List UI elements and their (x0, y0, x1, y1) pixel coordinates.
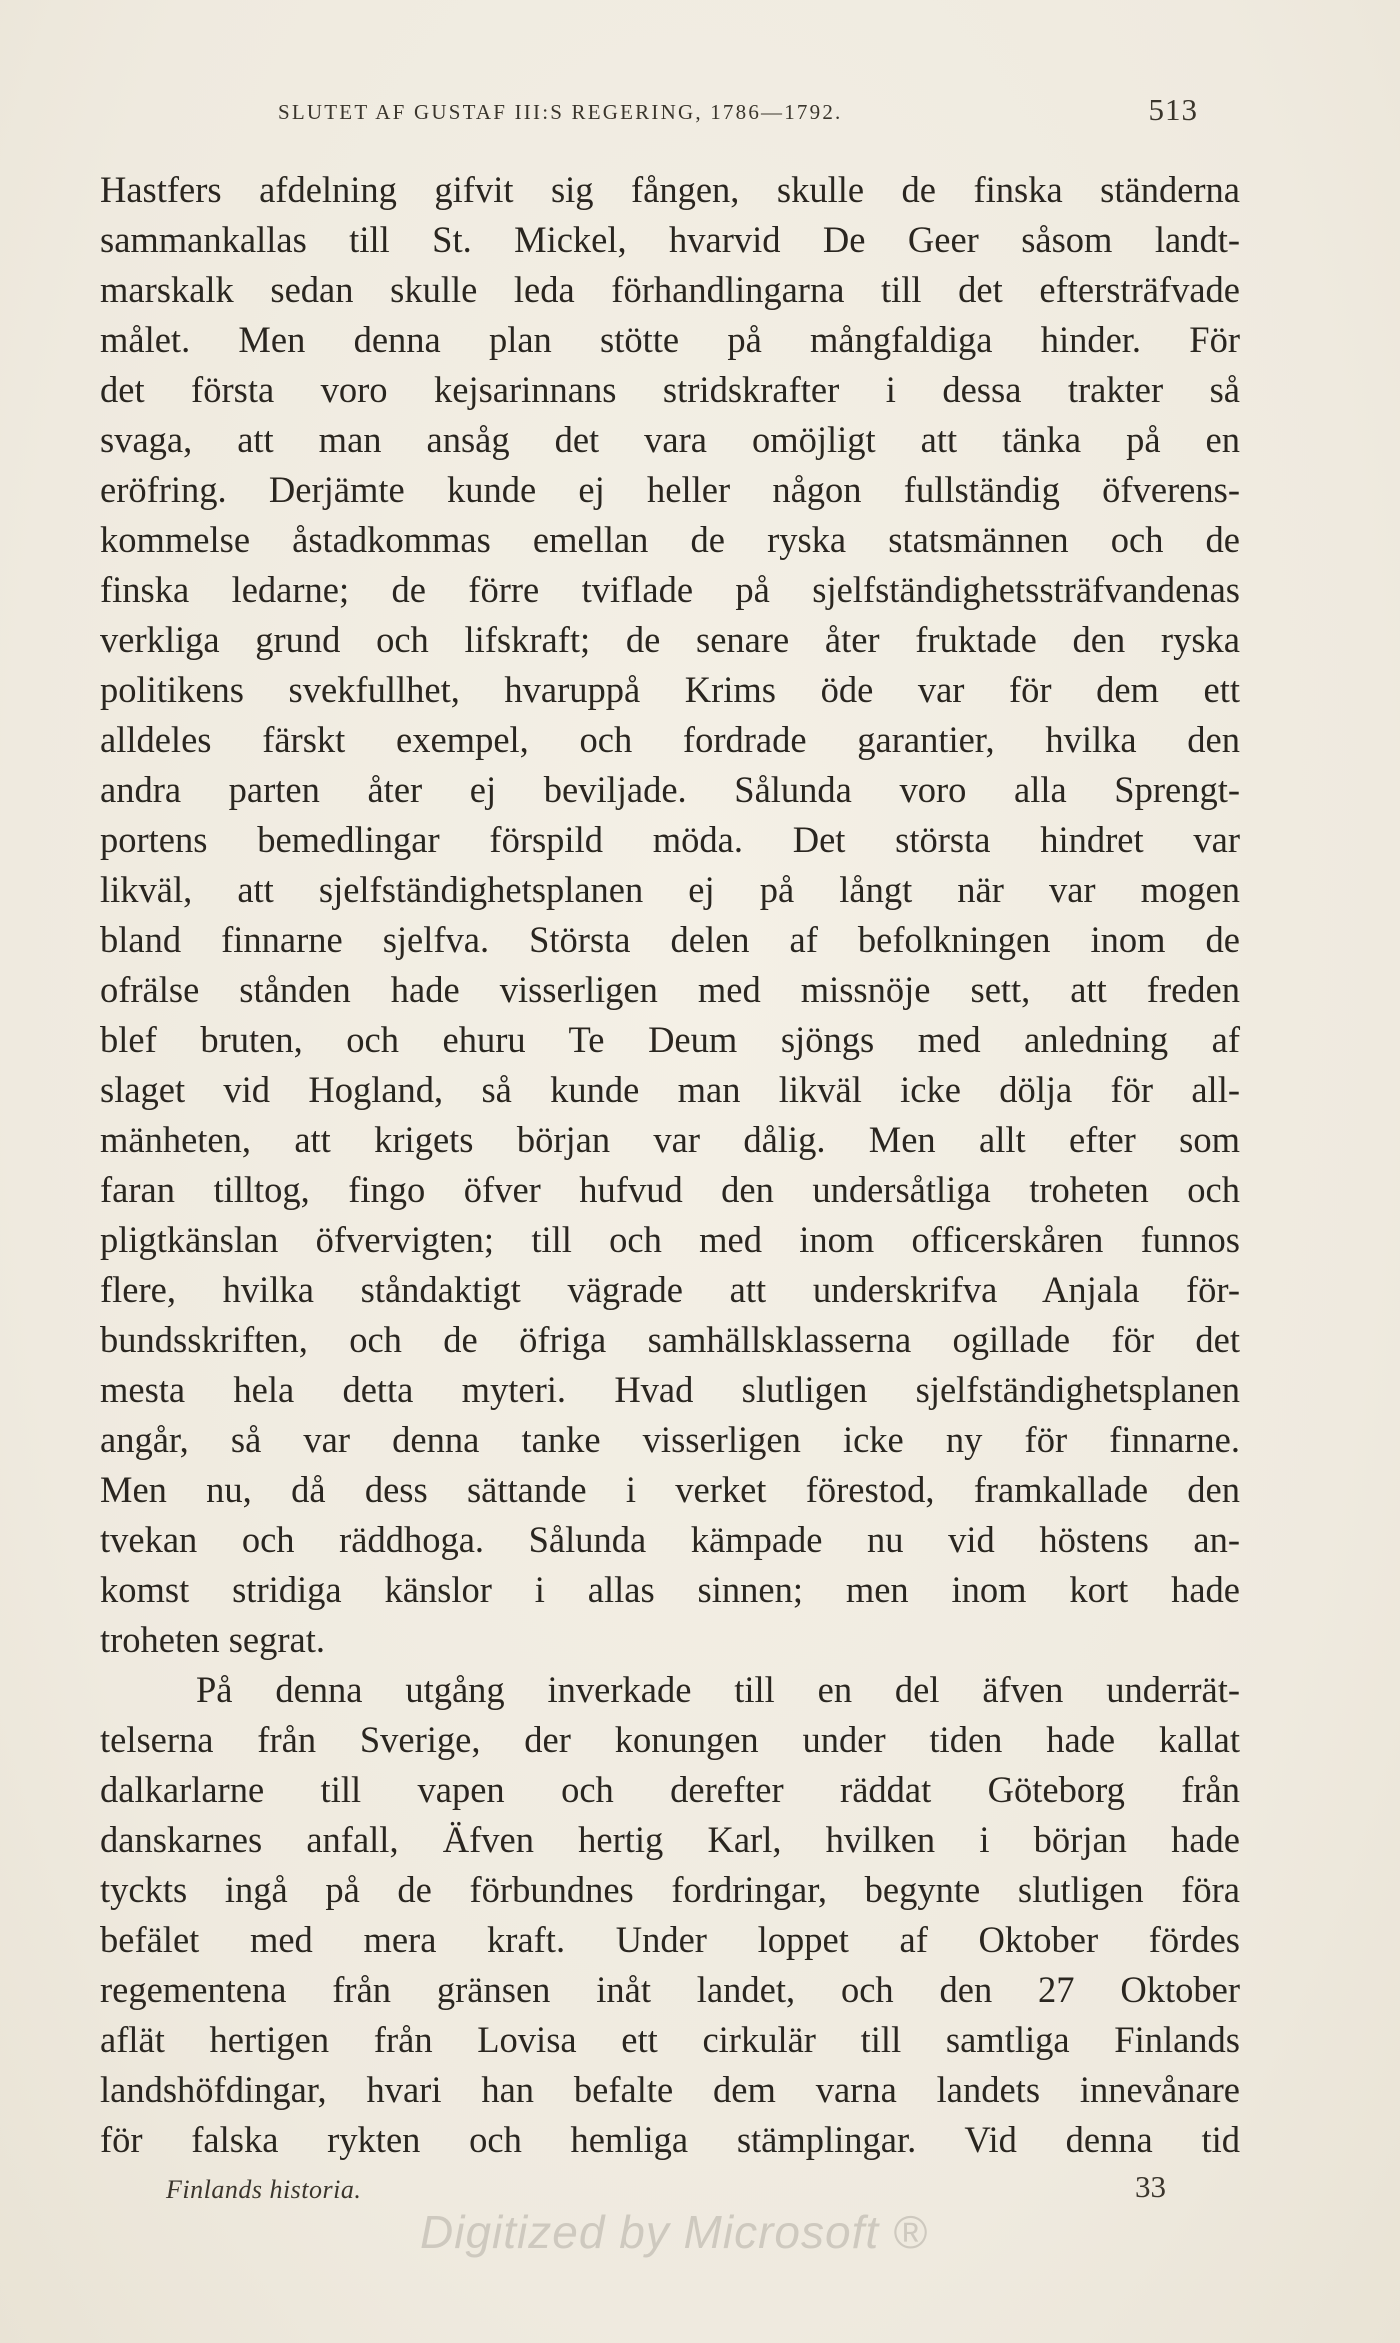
text-line: dalkarlarne till vapen och derefter räddat Göteborg från (100, 1769, 1240, 1810)
text-line: verkliga grund och lifskraft; de senare åter fruktade den ryska (100, 619, 1240, 660)
signature-mark: Finlands historia. (166, 2175, 362, 2204)
text-line: eröfring. Derjämte kunde ej heller någon fullständig öfverens- (100, 469, 1240, 510)
text-line: för falska rykten och hemliga stämplingar. Vid denna tid (100, 2119, 1240, 2160)
body-text (100, 165, 1240, 2165)
text-line: sammankallas till St. Mickel, hvarvid De Geer såsom landt- (100, 219, 1240, 260)
text-line: mesta hela detta myteri. Hvad slutligen sjelfständighetsplanen (100, 1369, 1240, 1410)
sheet-number: 33 (1135, 2169, 1166, 2204)
text-line: tvekan och räddhoga. Sålunda kämpade nu vid höstens an- (100, 1519, 1240, 1560)
running-header (278, 92, 1198, 132)
text-line: ofrälse stånden hade visserligen med missnöje sett, att freden (100, 969, 1240, 1010)
text-line: bundsskriften, och de öfriga samhällsklasserna ogillade för det (100, 1319, 1240, 1360)
text-line: kommelse åstadkommas emellan de ryska statsmännen och de (100, 519, 1240, 560)
text-line: komst stridiga känslor i allas sinnen; men inom kort hade (100, 1569, 1240, 1610)
text-line: pligtkänslan öfvervigten; till och med inom officerskåren funnos (100, 1219, 1240, 1260)
text-line: aflät hertigen från Lovisa ett cirkulär till samtliga Finlands (100, 2019, 1240, 2060)
text-line: landshöfdingar, hvari han befalte dem varna landets innevånare (100, 2069, 1240, 2110)
text-line: andra parten åter ej beviljade. Sålunda voro alla Sprengt- (100, 769, 1240, 810)
text-line: mänheten, att krigets början var dålig. Men allt efter som (100, 1119, 1240, 1160)
text-line: angår, så var denna tanke visserligen icke ny för finnarne. (100, 1419, 1240, 1460)
text-line: slaget vid Hogland, så kunde man likväl icke dölja för all- (100, 1069, 1240, 1110)
text-line: regementena från gränsen inåt landet, och den 27 Oktober (100, 1969, 1240, 2010)
paragraph-end-line: troheten segrat. (100, 1619, 325, 1660)
digitization-watermark: Digitized by Microsoft ® (420, 2206, 928, 2258)
text-line: telserna från Sverige, der konungen under tiden hade kallat (100, 1719, 1240, 1760)
text-line: portens bemedlingar förspild möda. Det största hindret var (100, 819, 1240, 860)
text-line: befälet med mera kraft. Under loppet af Oktober fördes (100, 1919, 1240, 1960)
text-line: bland finnarne sjelfva. Största delen af befolkningen inom de (100, 919, 1240, 960)
text-line: målet. Men denna plan stötte på mångfaldiga hinder. För (100, 319, 1240, 360)
text-line: tyckts ingå på de förbundnes fordringar, begynte slutligen föra (100, 1869, 1240, 1910)
text-line: faran tilltog, fingo öfver hufvud den undersåtliga troheten och (100, 1169, 1240, 1210)
text-line: finska ledarne; de förre tviflade på sjelfständighetssträfvandenas (100, 569, 1240, 610)
text-line: svaga, att man ansåg det vara omöjligt att tänka på en (100, 419, 1240, 460)
text-line: danskarnes anfall, Äfven hertig Karl, hvilken i början hade (100, 1819, 1240, 1860)
text-line: flere, hvilka ståndaktigt vägrade att underskrifva Anjala för- (100, 1269, 1240, 1310)
paragraph-start-line: På denna utgång inverkade till en del äfven underrät- (196, 1669, 1240, 1710)
text-line: det första voro kejsarinnans stridskrafter i dessa trakter så (100, 369, 1240, 410)
text-line: Men nu, då dess sättande i verket förestod, framkallade den (100, 1469, 1240, 1510)
text-line: politikens svekfullhet, hvaruppå Krims öde var för dem ett (100, 669, 1240, 710)
running-title: SLUTET AF GUSTAF III:S REGERING, 1786—1792. (278, 100, 843, 124)
text-line: marskalk sedan skulle leda förhandlingarna till det eftersträfvade (100, 269, 1240, 310)
page-number: 513 (1148, 92, 1198, 127)
text-line: Hastfers afdelning gifvit sig fången, skulle de finska ständerna (100, 169, 1240, 210)
text-line: blef bruten, och ehuru Te Deum sjöngs med anledning af (100, 1019, 1240, 1060)
text-line: likväl, att sjelfständighetsplanen ej på långt när var mogen (100, 869, 1240, 910)
text-line: alldeles färskt exempel, och fordrade garantier, hvilka den (100, 719, 1240, 760)
